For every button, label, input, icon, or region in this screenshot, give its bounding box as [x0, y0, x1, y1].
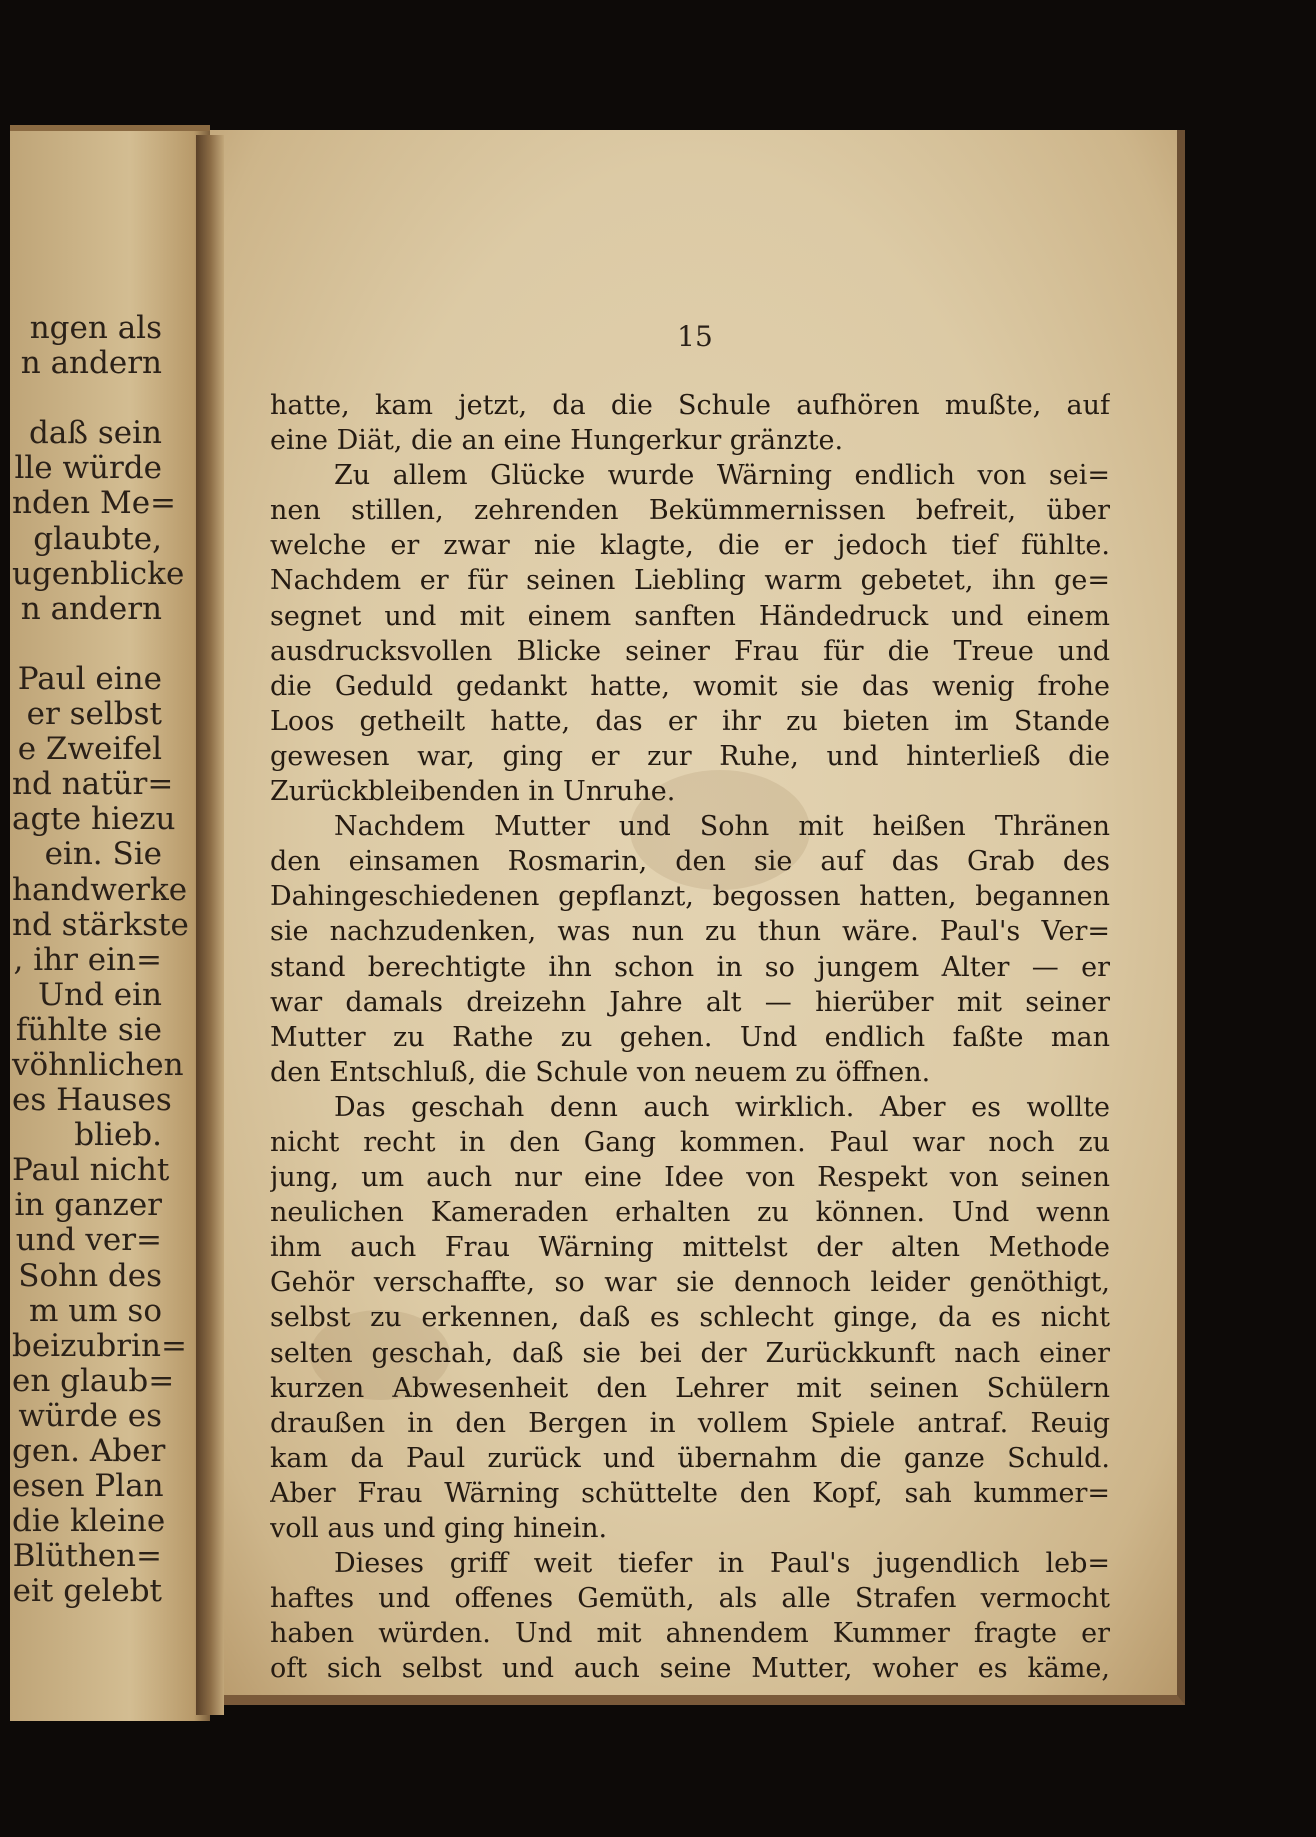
left-page-line: er selbst: [26, 696, 162, 733]
text-line: nicht recht in den Gang kommen. Paul war noch zu: [270, 1126, 1110, 1158]
left-page-text-fragments: [12, 310, 189, 1610]
text-line: welche er zwar nie klagte, die er jedoch tief fühlte.: [270, 530, 1110, 562]
text-line: haftes und offenes Gemüth, als alle Strafen vermocht: [270, 1583, 1110, 1615]
text-line: segnet und mit einem sanften Händedruck und einem: [270, 600, 1110, 632]
left-page-line: würde es: [18, 1397, 162, 1434]
text-line: draußen in den Bergen in vollem Spiele antraf. Reuig: [270, 1407, 1110, 1439]
text-line: Dieses griff weit tiefer in Paul's jugendlich leb=: [334, 1548, 1110, 1580]
text-line: selbst zu erkennen, daß es schlecht ginge, da es nicht: [270, 1302, 1110, 1334]
text-line: nen stillen, zehrenden Bekümmernissen befreit, über: [270, 495, 1110, 527]
text-line: hatte, kam jetzt, da die Schule aufhören mußte, auf: [270, 390, 1110, 421]
text-line: eine Diät, die an eine Hungerkur gränzte.: [270, 425, 844, 457]
text-line: Mutter zu Rathe zu gehen. Und endlich faßte man: [270, 1021, 1110, 1053]
left-page-line: n andern: [20, 590, 162, 627]
left-page-line: ugenblicke: [12, 555, 185, 592]
left-page-line: die kleine: [12, 1503, 166, 1540]
left-page-line: esen Plan: [12, 1468, 164, 1505]
text-line: ausdrucksvollen Blicke seiner Frau für die Treue und: [270, 635, 1110, 667]
left-page-line: m um so: [28, 1292, 162, 1329]
left-page-line: glaubte,: [33, 520, 162, 557]
left-page-line: ein. Sie: [44, 836, 162, 873]
left-page: [10, 125, 210, 1721]
left-page-line: nden Me=: [12, 485, 177, 522]
book-gutter: [196, 135, 224, 1715]
text-line: Nachdem Mutter und Sohn mit heißen Thränen: [334, 811, 1110, 843]
right-page: [210, 130, 1185, 1705]
left-page-line: eit gelebt: [12, 1573, 162, 1610]
text-line: jung, um auch nur eine Idee von Respekt von seinen: [270, 1162, 1110, 1194]
text-line: den Entschluß, die Schule von neuem zu öffnen.: [270, 1056, 931, 1088]
text-line: Das geschah denn auch wirklich. Aber es wollte: [334, 1091, 1110, 1123]
left-page-line: Und ein: [37, 976, 162, 1013]
left-page-line: nd stärkste: [12, 906, 189, 943]
left-page-line: [12, 381, 162, 416]
text-line: oft sich selbst und auch seine Mutter, woher es käme,: [270, 1653, 1110, 1685]
page-body-text: [270, 388, 1110, 1686]
text-line: sie nachzudenken, was nun zu thun wäre. Paul's Ver=: [270, 916, 1110, 948]
left-page-line: en glaub=: [12, 1362, 175, 1399]
text-line: haben würden. Und mit ahnendem Kummer fragte er: [270, 1618, 1110, 1650]
text-line: die Geduld gedankt hatte, womit sie das wenig frohe: [270, 670, 1110, 702]
text-line: kam da Paul zurück und übernahm die ganze Schuld.: [270, 1442, 1110, 1474]
left-page-line: lle würde: [14, 450, 162, 487]
text-line: Gehör verschaffte, so war sie dennoch leider genöthigt,: [270, 1267, 1110, 1299]
left-page-line: es Hauses: [12, 1082, 172, 1119]
left-page-line: fühlte sie: [15, 1011, 162, 1048]
text-line: Dahingeschiedenen gepflanzt, begossen hatten, begannen: [270, 881, 1110, 913]
left-page-line: daß sein: [28, 415, 162, 452]
left-page-line: vöhnlichen: [12, 1046, 184, 1083]
left-page-line: Paul eine: [17, 660, 162, 697]
left-page-line: beizubrin=: [12, 1327, 187, 1364]
text-line: Zurückbleibenden in Unruhe.: [270, 776, 676, 808]
text-line: Zu allem Glücke wurde Wärning endlich von sei=: [334, 460, 1110, 492]
text-line: Nachdem er für seinen Liebling warm gebetet, ihn ge=: [270, 565, 1110, 597]
left-page-line: n andern: [20, 345, 162, 382]
left-page-line: nd natür=: [12, 766, 174, 803]
left-page-line: Paul nicht: [12, 1152, 170, 1189]
text-line: voll aus und ging hinein.: [270, 1513, 608, 1544]
page-number: 15: [677, 320, 713, 353]
text-line: den einsamen Rosmarin, den sie auf das Grab des: [270, 846, 1110, 878]
left-page-line: gen. Aber: [12, 1433, 166, 1469]
left-page-line: e Zweifel: [17, 731, 162, 768]
text-line: stand berechtigte ihn schon in so jungem Alter — er: [270, 951, 1110, 983]
left-page-line: handwerke: [12, 871, 188, 908]
left-page-line: in ganzer: [14, 1187, 162, 1224]
left-page-line: ngen als: [29, 310, 162, 346]
text-line: Loos getheilt hatte, das er ihr zu bieten im Stande: [270, 705, 1110, 737]
open-book: [10, 95, 1195, 1735]
text-line: gewesen war, ging er zur Ruhe, und hinterließ die: [270, 740, 1110, 772]
text-line: war damals dreizehn Jahre alt — hierüber mit seiner: [270, 986, 1110, 1018]
text-line: neulichen Kameraden erhalten zu können. Und wenn: [270, 1197, 1110, 1229]
text-line: ihm auch Frau Wärning mittelst der alten Methode: [270, 1232, 1110, 1264]
left-page-line: , ihr ein=: [13, 941, 162, 978]
left-page-line: [12, 627, 162, 662]
left-page-line: und ver=: [15, 1222, 162, 1259]
text-line: selten geschah, daß sie bei der Zurückkunft nach einer: [270, 1337, 1110, 1369]
text-line: Aber Frau Wärning schüttelte den Kopf, sah kummer=: [270, 1477, 1110, 1509]
left-page-line: Blüthen=: [12, 1538, 162, 1575]
left-page-line: Sohn des: [18, 1257, 162, 1294]
text-line: kurzen Abwesenheit den Lehrer mit seinen Schülern: [270, 1372, 1110, 1404]
left-page-line: agte hiezu: [12, 801, 176, 838]
left-page-line: blieb.: [74, 1117, 162, 1154]
